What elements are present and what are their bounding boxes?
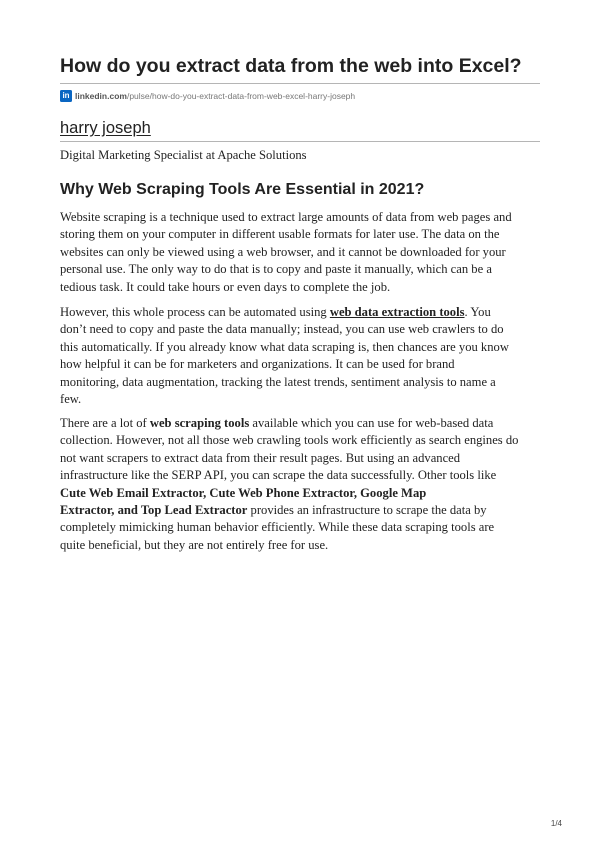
author-name-link[interactable]: harry joseph: [60, 119, 151, 137]
paragraph-line: this automatically. If you already know what data scraping is, then chances are you know: [60, 339, 509, 354]
paragraph-line: storing them on your computer in different usable formats for later use. The data on the: [60, 227, 500, 242]
web-data-extraction-tools-link[interactable]: web data extraction tools: [329, 305, 465, 319]
text-run: There are a lot of: [60, 416, 150, 430]
paragraph-2: [60, 304, 542, 408]
paragraph-line: infrastructure like the SERP API, you can scrape the data successfully. Other tools like: [60, 468, 497, 483]
source-path[interactable]: /pulse/how-do-you-extract-data-from-web-excel-harry-joseph: [126, 90, 356, 101]
paragraph-line: not want scrapers to extract data from their result pages. But using an advanced: [60, 450, 461, 465]
paragraph-line: [60, 415, 542, 432]
text-run: . You: [464, 305, 491, 319]
paragraph-line: completely mimicking human behavior efficiently. While these data scraping tools are: [60, 520, 495, 535]
paragraph-3: [60, 415, 542, 554]
paragraph-line: personal use. The only way to do that is to copy and paste it manually, which can be a: [60, 262, 492, 277]
paragraph-line: monitoring, data augmentation, tracking the latest trends, sentiment analysis to name a: [60, 374, 496, 389]
paragraph-1: [60, 209, 542, 296]
author-divider: [60, 141, 540, 142]
title-divider: [60, 83, 540, 84]
page-title: How do you extract data from the web into Excel?: [60, 55, 522, 77]
source-url[interactable]: [60, 89, 355, 102]
text-run: However, this whole process can be automated using: [60, 305, 330, 319]
paragraph-line: don’t need to copy and paste the data manually; instead, you can use web crawlers to do: [60, 322, 504, 337]
section-heading: Why Web Scraping Tools Are Essential in 2021?: [60, 181, 425, 198]
paragraph-line: quite beneficial, but they are not entirely free for use.: [60, 537, 329, 552]
paragraph-line: collection. However, not all those web crawling tools work efficiently as search engines do: [60, 433, 519, 448]
author-job-title: Digital Marketing Specialist at Apache Solutions: [60, 148, 307, 162]
text-run: available which you can use for web-based data: [249, 416, 494, 430]
text-run: provides an infrastructure to scrape the data by: [247, 503, 487, 518]
paragraph-line: Website scraping is a technique used to extract large amounts of data from web pages and: [60, 210, 512, 224]
paragraph-line: websites can only be viewed using a web browser, and it cannot be downloaded for your: [60, 244, 506, 259]
paragraph-line: [60, 485, 542, 502]
bold-tool-names: Cute Web Email Extractor, Cute Web Phone Extractor, Google Map: [60, 485, 427, 500]
page-number: 1/4: [550, 819, 562, 828]
linkedin-icon: in: [60, 90, 72, 102]
source-domain[interactable]: linkedin.com: [75, 90, 127, 101]
paragraph-line: tedious task. It could take hours or even days to complete the job.: [60, 279, 391, 294]
paragraph-line: how helpful it can be for marketers and organizations. It can be used for brand: [60, 357, 455, 372]
bold-term-web-scraping-tools: web scraping tools: [149, 416, 250, 430]
paragraph-line: [60, 502, 542, 519]
paragraph-line: [60, 304, 542, 321]
bold-tool-names: Extractor, and Top Lead Extractor: [60, 503, 248, 518]
paragraph-line: few.: [60, 392, 82, 407]
